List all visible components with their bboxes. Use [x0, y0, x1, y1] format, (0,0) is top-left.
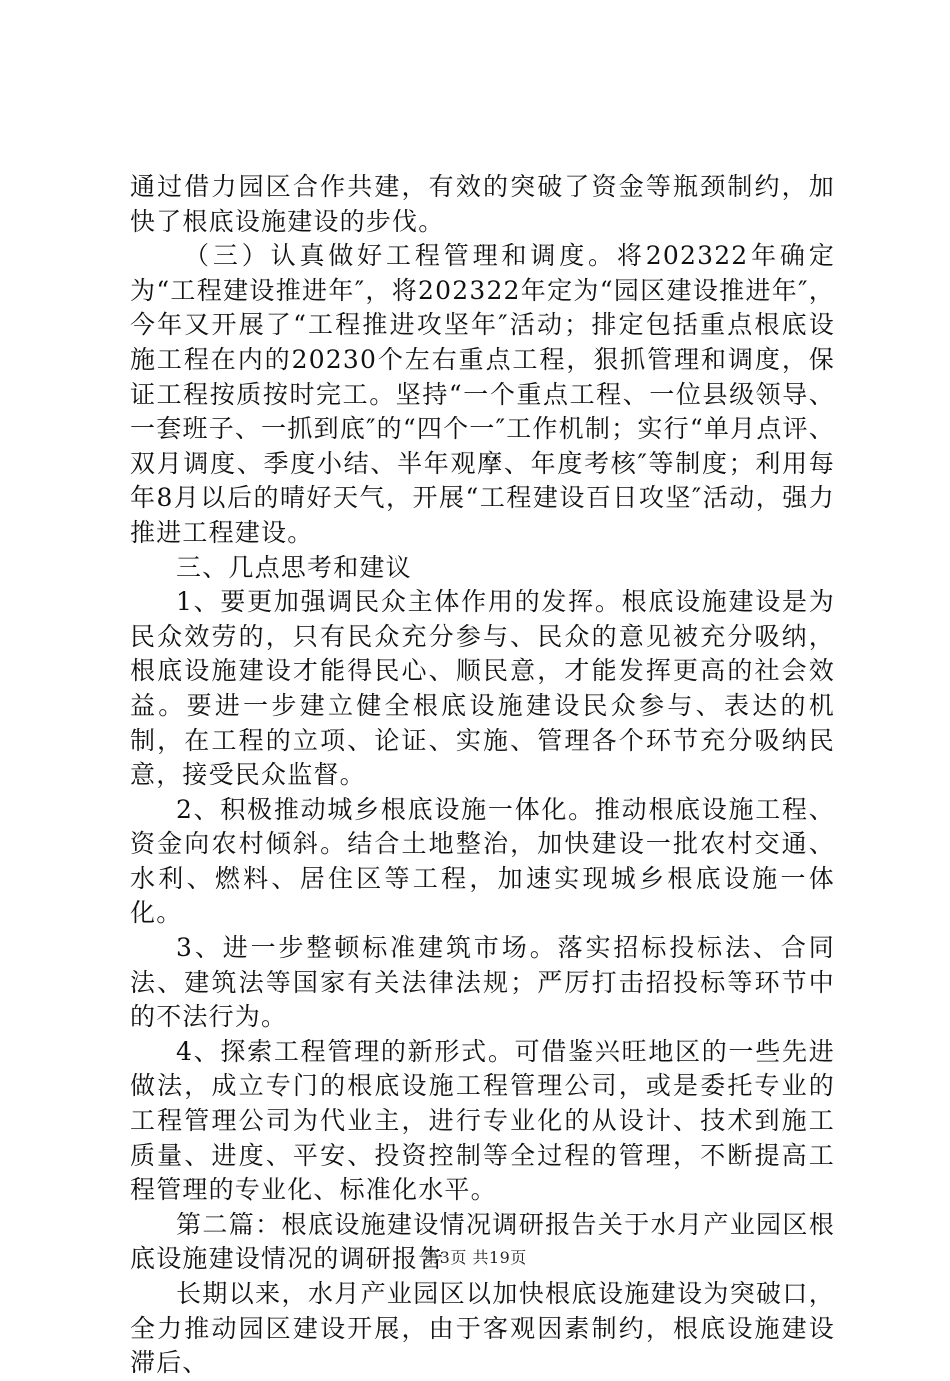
- paragraph-suggestion-3: 3、进一步整顿标准建筑市场。落实招标投标法、合同法、建筑法等国家有关法律法规；严厉打击招投标等环节中的不法行为。: [130, 933, 835, 1032]
- paragraph-project-management: （三）认真做好工程管理和调度。将202322年确定为“工程建设推进年″，将202322年定为“园区建设推进年″，今年又开展了“工程推进攻坚年″活动；排定包括重点根底设施工程在内的20230个左右重点工程，狠抓管理和调度，保证工程按质按时完工。坚持“一个重点工程、一位县级领导、一套班子、一抓到底″的“四个一″工作机制；实行“单月点评、双月调度、季度小结、半年观摩、年度考核″等制度；利用每年8月以后的晴好天气，开展“工程建设百日攻坚″活动，强力推进工程建设。: [130, 241, 835, 547]
- paragraph-suggestion-2: 2、积极推动城乡根底设施一体化。推动根底设施工程、资金向农村倾斜。结合土地整治，加快建设一批农村交通、水利、燃料、居住区等工程，加速实现城乡根底设施一体化。: [130, 794, 835, 928]
- page-number-footer: 第3页 共19页: [423, 1248, 527, 1267]
- paragraph-second-article-intro: 长期以来，水月产业园区以加快根底设施建设为突破口，全力推动园区建设开展，由于客观因素制约，根底设施建设滞后、: [130, 1279, 835, 1378]
- section-heading-suggestions: 三、几点思考和建议: [176, 552, 412, 582]
- paragraph-suggestion-4: 4、探索工程管理的新形式。可借鉴兴旺地区的一些先进做法，成立专门的根底设施工程管理公司，或是委托专业的工程管理公司为代业主，进行专业化的从设计、技术到施工质量、进度、平安、投资控制等全过程的管理，不断提高工程管理的专业化、标准化水平。: [130, 1036, 835, 1205]
- document-body: [130, 170, 835, 1381]
- paragraph-continuation: 通过借力园区合作共建，有效的突破了资金等瓶颈制约，加快了根底设施建设的步伐。: [130, 172, 835, 236]
- paragraph-suggestion-1: 1、要更加强调民众主体作用的发挥。根底设施建设是为民众效劳的，只有民众充分参与、民众的意见被充分吸纳，根底设施建设才能得民心、顺民意，才能发挥更高的社会效益。要进一步建立健全根底设施建设民众参与、表达的机制，在工程的立项、论证、实施、管理各个环节充分吸纳民意，接受民众监督。: [130, 587, 835, 790]
- paragraph-second-article-title: 第二篇：根底设施建设情况调研报告关于水月产业园区根底设施建设情况的调研报告: [130, 1209, 835, 1274]
